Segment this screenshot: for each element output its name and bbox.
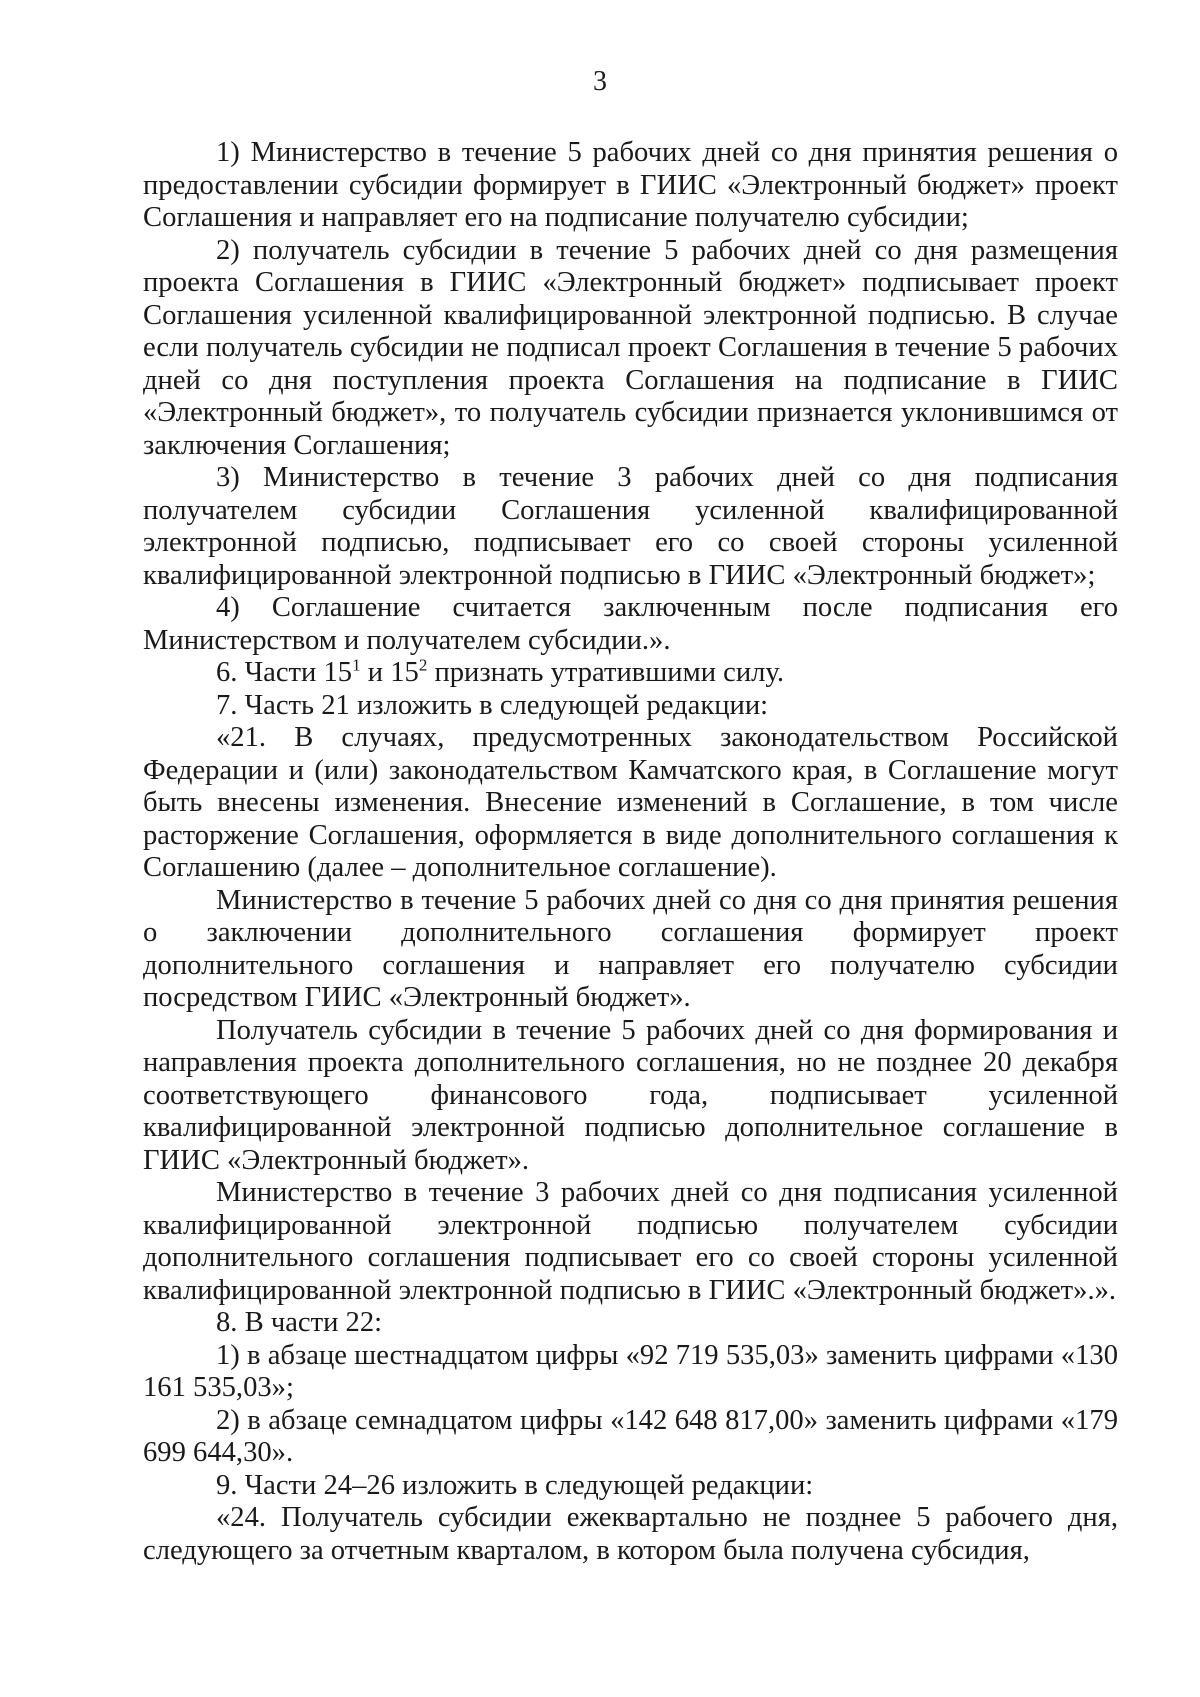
paragraph-item-8-sub-1: 1) в абзаце шестнадцатом цифры «92 719 535,03» заменить цифрами «130 161 535,03»; xyxy=(143,1339,1118,1403)
paragraph-clause-4: 4) Соглашение считается заключенным после подписания его Министерством и получателем субсидии.». xyxy=(143,592,1118,656)
paragraph-recipient-signs: Получатель субсидии в течение 5 рабочих дней со дня формирования и направления проекта дополнительного соглашения, но не позднее 20 декабря соответствующего финансового года, подписывает усиленной квалифицированной электронной подписью дополнительное соглашение в ГИИС «Электронный бюджет». xyxy=(143,1014,1118,1176)
paragraph-ministry-draft: Министерство в течение 5 рабочих дней со дня со дня принятия решения о заключении дополнительного соглашения формирует проект дополнительного соглашения и направляет его получателю субсидии посредством ГИИС «Электронный бюджет». xyxy=(143,884,1118,1013)
document-body xyxy=(143,137,1118,1567)
item-6-superscript-1: 1 xyxy=(352,655,361,675)
item-6-middle: и 15 xyxy=(360,657,419,688)
item-6-suffix: признать утратившими силу. xyxy=(427,657,784,688)
paragraph-part-21: «21. В случаях, предусмотренных законодательством Российской Федерации и (или) законодательством Камчатского края, в Соглашение могут быть внесены изменения. Внесение изменений в Соглашение, в том числе расторжение Соглашения, оформляется в виде дополнительного соглашения к Соглашению (далее – дополнительное соглашение). xyxy=(143,722,1118,883)
paragraph-item-8-sub-2: 2) в абзаце семнадцатом цифры «142 648 817,00» заменить цифрами «179 699 644,30». xyxy=(143,1404,1118,1468)
paragraph-clause-2: 2) получатель субсидии в течение 5 рабочих дней со дня размещения проекта Соглашения в ГИИС «Электронный бюджет» подписывает проект Соглашения усиленной квалифицированной электронной подписью. В случае если получатель субсидии не подписал проект Соглашения в течение 5 рабочих дней со дня поступления проекта Соглашения на подписание в ГИИС «Электронный бюджет», то получатель субсидии признается уклонившимся от заключения Соглашения; xyxy=(143,234,1118,461)
paragraph-item-9: 9. Части 24–26 изложить в следующей редакции: xyxy=(216,1469,814,1501)
paragraph-ministry-signs: Министерство в течение 3 рабочих дней со дня подписания усиленной квалифицированной электронной подписью получателем субсидии дополнительного соглашения подписывает его со своей стороны усиленной квалифицированной электронной подписью в ГИИС «Электронный бюджет».». xyxy=(143,1177,1118,1306)
paragraph-clause-1: 1) Министерство в течение 5 рабочих дней со дня принятия решения о предоставлении субсидии формирует в ГИИС «Электронный бюджет» проект Соглашения и направляет его на подписание получателю субсидии; xyxy=(143,137,1118,233)
paragraph-clause-3: 3) Министерство в течение 3 рабочих дней со дня подписания получателем субсидии Соглашения усиленной квалифицированной электронной подписью, подписывает его со своей стороны усиленной квалифицированной электронной подписью в ГИИС «Электронный бюджет»; xyxy=(143,462,1118,591)
paragraph-item-8: 8. В части 22: xyxy=(216,1307,383,1338)
paragraph-part-24: «24. Получатель субсидии ежеквартально не позднее 5 рабочего дня, следующего за отчетным кварталом, в котором была получена субсидия, xyxy=(143,1502,1118,1566)
page-number: 3 xyxy=(593,66,607,97)
item-6-prefix: 6. Части 15 xyxy=(216,657,353,688)
item-6-superscript-2: 2 xyxy=(418,655,428,675)
paragraph-item-6 xyxy=(143,657,1118,690)
paragraph-item-7: 7. Часть 21 изложить в следующей редакции: xyxy=(216,689,769,721)
